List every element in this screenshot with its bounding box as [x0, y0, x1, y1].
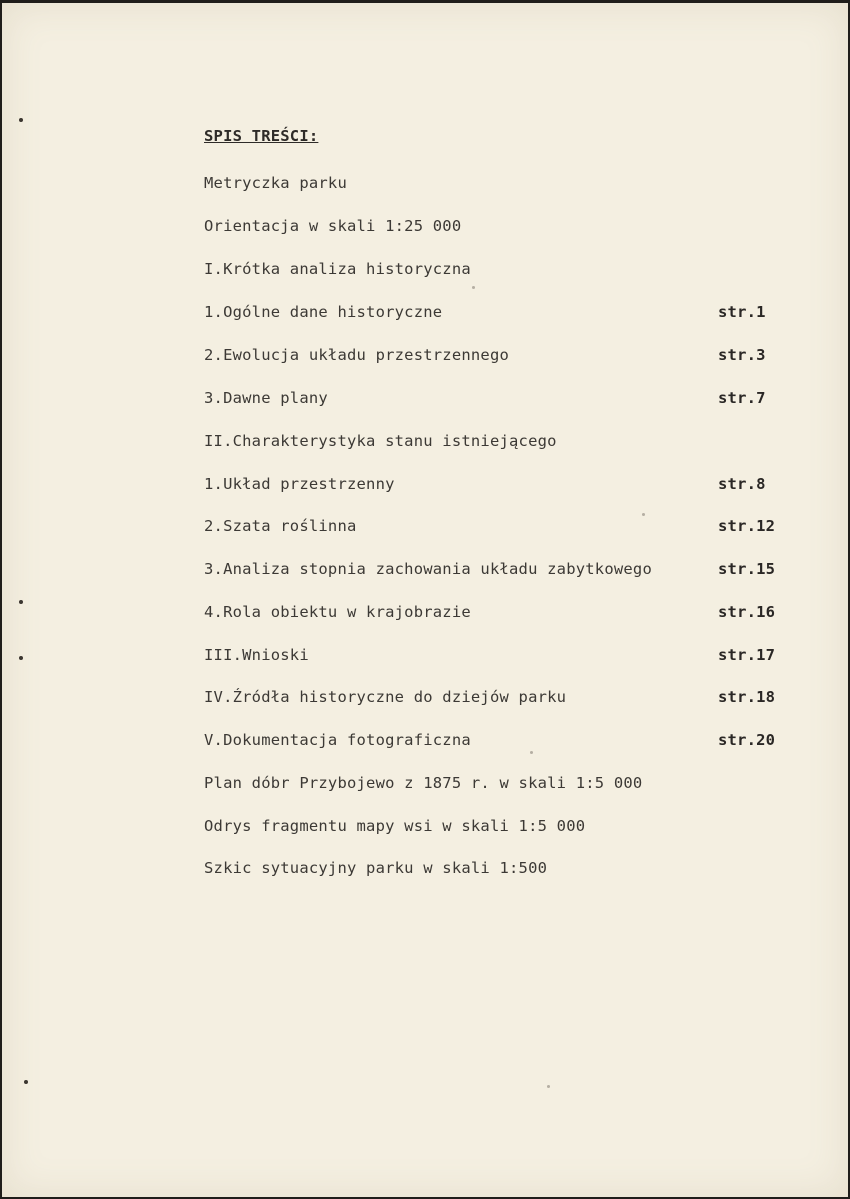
toc-entry-text: IV.Źródła historyczne do dziejów parku [204, 688, 567, 706]
toc-row [204, 817, 784, 839]
toc-entry-text: 2.Ewolucja układu przestrzennego [204, 346, 510, 364]
document-page [2, 3, 848, 1197]
toc-entry-text: 1.Ogólne dane historyczne [204, 303, 443, 321]
toc-entry-text: Metryczka parku [204, 174, 347, 192]
toc-entry-text: 3.Dawne plany [204, 389, 328, 407]
toc-entry-page: str.12 [718, 517, 776, 535]
toc-entry-text: V.Dokumentacja fotograficzna [204, 731, 471, 749]
toc-entry-page: str.15 [718, 560, 776, 578]
paper-speck [642, 513, 645, 516]
toc-row [204, 560, 784, 582]
toc-row [204, 303, 784, 325]
paper-speck [472, 286, 475, 289]
binder-mark [19, 656, 23, 660]
toc-row [204, 260, 784, 282]
paper-speck [547, 1085, 550, 1088]
binder-mark [19, 600, 23, 604]
toc-row [204, 389, 784, 411]
toc-entry-text: Szkic sytuacyjny parku w skali 1:500 [204, 859, 548, 877]
toc-entry-page: str.18 [718, 688, 776, 706]
toc-row [204, 517, 784, 539]
toc-row [204, 217, 784, 239]
toc-entry-text: II.Charakterystyka stanu istniejącego [204, 432, 557, 450]
toc-row [204, 731, 784, 753]
toc-entry-page: str.8 [718, 475, 766, 493]
paper-speck [530, 751, 533, 754]
toc-entry-text: Odrys fragmentu mapy wsi w skali 1:5 000 [204, 817, 586, 835]
toc-row [204, 646, 784, 668]
toc-entry-text: I.Krótka analiza historyczna [204, 260, 471, 278]
toc-entry-page: str.20 [718, 731, 776, 749]
toc-entry-page: str.3 [718, 346, 766, 364]
toc-entry-page: str.16 [718, 603, 776, 621]
toc-entry-text: Plan dóbr Przybojewo z 1875 r. w skali 1:5 000 [204, 774, 643, 792]
toc-row [204, 346, 784, 368]
toc-row [204, 774, 784, 796]
binder-mark [19, 118, 23, 122]
toc-row [204, 859, 784, 881]
toc-entry-text: 2.Szata roślinna [204, 517, 357, 535]
toc-entry-text: Orientacja w skali 1:25 000 [204, 217, 462, 235]
toc-row [204, 603, 784, 625]
toc-entry-text: III.Wnioski [204, 646, 309, 664]
toc-entry-text: 3.Analiza stopnia zachowania układu zabytkowego [204, 560, 652, 578]
toc-entry-page: str.1 [718, 303, 766, 321]
page-title: SPIS TREŚCI: [204, 127, 319, 145]
binder-mark [24, 1080, 28, 1084]
toc-entry-page: str.17 [718, 646, 776, 664]
toc-entry-text: 1.Układ przestrzenny [204, 475, 395, 493]
toc-entry-text: 4.Rola obiektu w krajobrazie [204, 603, 471, 621]
toc-row [204, 432, 784, 454]
toc-row [204, 174, 784, 196]
toc-row [204, 475, 784, 497]
toc-entry-page: str.7 [718, 389, 766, 407]
toc-row [204, 688, 784, 710]
